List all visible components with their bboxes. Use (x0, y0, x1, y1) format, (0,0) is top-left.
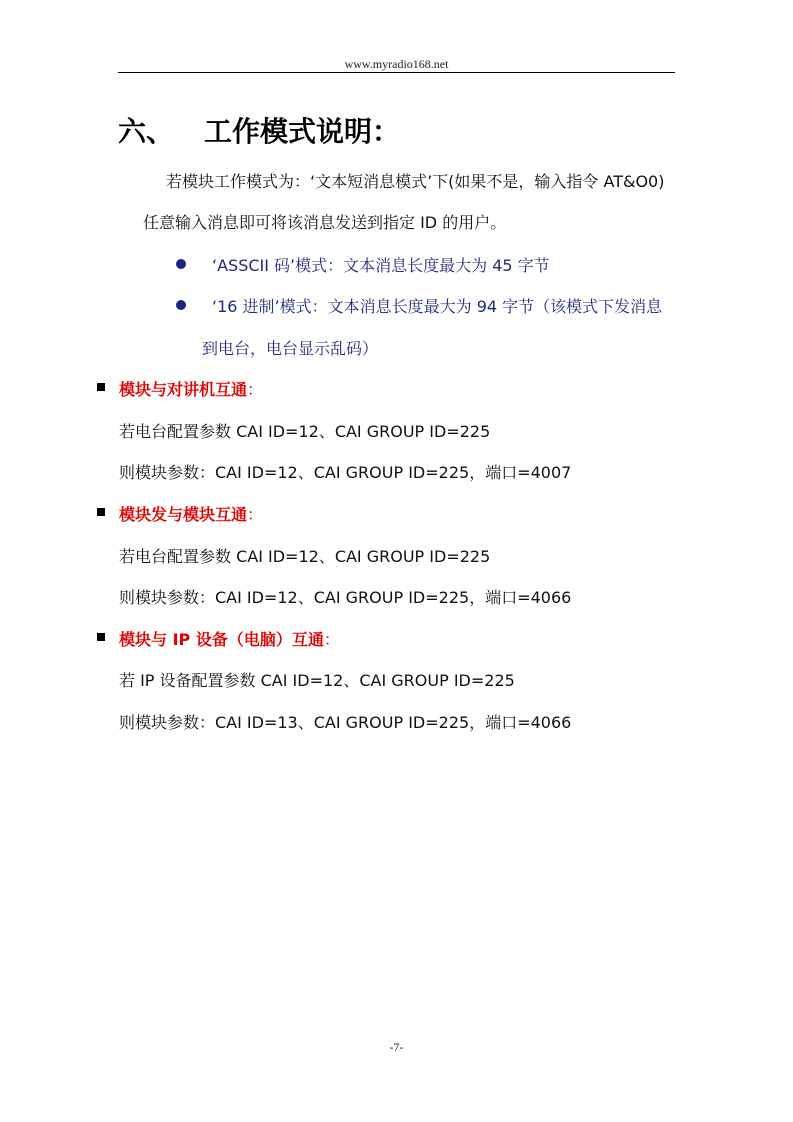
header-rule (118, 72, 675, 73)
subsection-heading-text: 模块发与模块互通 (119, 505, 248, 524)
subsection-1-line-1: 若电台配置参数 CAI ID=12、CAI GROUP ID=225 (119, 422, 491, 441)
page-number: -7- (389, 1040, 404, 1054)
square-bullet-icon (97, 383, 105, 391)
subsection-heading-2 (119, 502, 263, 525)
subsection-1-line-2: 则模块参数：CAI ID=12、CAI GROUP ID=225，端口=4007 (119, 463, 572, 482)
bullet-item-2: ‘16 进制’模式：文本消息长度最大为 94 字节（该模式下发消息 (212, 297, 663, 316)
subsection-2-line-2: 则模块参数：CAI ID=12、CAI GROUP ID=225，端口=4066 (119, 588, 572, 607)
intro-line-1: 若模块工作模式为：‘文本短消息模式’下(如果不是，输入指令 AT&O0) (166, 172, 665, 191)
subsection-heading-3 (119, 627, 340, 650)
section-title (118, 110, 400, 150)
section-number: 六、 (118, 115, 175, 148)
subsection-heading-colon: ： (247, 380, 264, 399)
bullet-dot-icon (176, 259, 186, 269)
subsection-3-line-1: 若 IP 设备配置参数 CAI ID=12、CAI GROUP ID=225 (119, 671, 515, 690)
intro-line-2: 任意输入消息即可将该消息发送到指定 ID 的用户。 (143, 213, 507, 232)
subsection-heading-1 (119, 377, 263, 400)
square-bullet-icon (97, 508, 105, 516)
subsection-heading-text: 模块与 IP 设备（电脑）互通 (119, 630, 324, 649)
square-bullet-icon (97, 633, 105, 641)
section-title-text: 工作模式说明： (204, 115, 401, 148)
subsection-3-line-2: 则模块参数：CAI ID=13、CAI GROUP ID=225，端口=4066 (119, 713, 572, 732)
bullet-dot-icon (176, 300, 186, 310)
subsection-2-line-1: 若电台配置参数 CAI ID=12、CAI GROUP ID=225 (119, 547, 491, 566)
subsection-heading-text: 模块与对讲机互通 (119, 380, 248, 399)
subsection-heading-colon: ： (247, 505, 264, 524)
bullet-item-1: ‘ASSCII 码’模式：文本消息长度最大为 45 字节 (212, 256, 550, 275)
bullet-item-2-continued: 到电台，电台显示乱码） (202, 339, 379, 358)
subsection-heading-colon: ： (323, 630, 340, 649)
header-url: www.myradio168.net (344, 57, 449, 71)
